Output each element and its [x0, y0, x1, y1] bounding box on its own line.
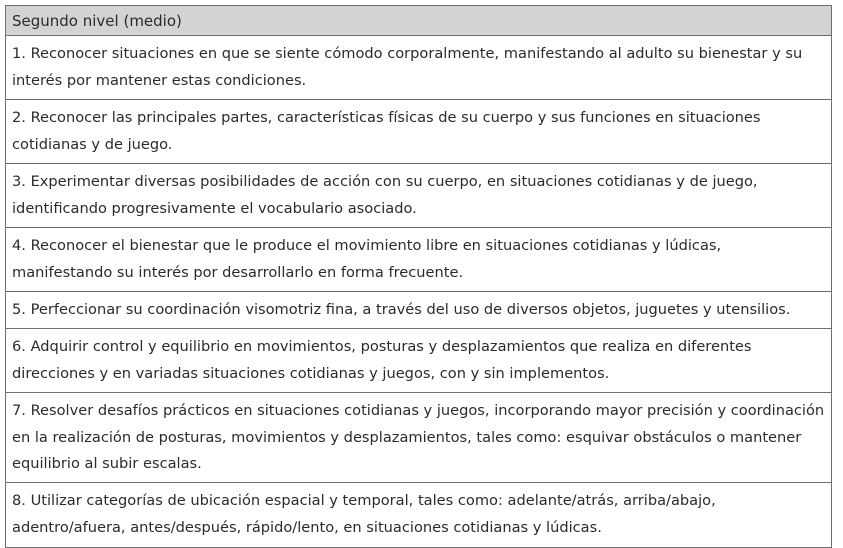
table-row: 4. Reconocer el bienestar que le produce el movimiento libre en situaciones cotidianas y lúdicas, manifestando su interés por desarrollarlo en forma frecuente. [6, 228, 831, 292]
table-row: 7. Resolver desafíos prácticos en situaciones cotidianas y juegos, incorporando mayor precisión y coordinación en la realización de posturas, movimientos y desplazamientos, tales como: esquivar obstáculos o mantener equilibrio al subir escalas. [6, 393, 831, 483]
table-row: 3. Experimentar diversas posibilidades de acción con su cuerpo, en situaciones cotidianas y de juego, identificando progresivamente el vocabulario asociado. [6, 164, 831, 228]
table-row: 1. Reconocer situaciones en que se siente cómodo corporalmente, manifestando al adulto su bienestar y su interés por mantener estas condiciones. [6, 36, 831, 100]
table-row: 5. Perfeccionar su coordinación visomotriz fina, a través del uso de diversos objetos, juguetes y utensilios. [6, 292, 831, 329]
table-row: 8. Utilizar categorías de ubicación espacial y temporal, tales como: adelante/atrás, arriba/abajo, adentro/afuera, antes/después, rápido/lento, en situaciones cotidianas y lúdicas. [12, 492, 716, 536]
table-row: 2. Reconocer las principales partes, características físicas de su cuerpo y sus funciones en situaciones cotidianas y de juego. [6, 100, 831, 164]
objectives-table [5, 5, 832, 548]
table-header: Segundo nivel (medio) [6, 6, 831, 36]
table-row: 6. Adquirir control y equilibrio en movimientos, posturas y desplazamientos que realiza en diferentes direcciones y en variadas situaciones cotidianas y juegos, con y sin implementos. [6, 329, 831, 393]
